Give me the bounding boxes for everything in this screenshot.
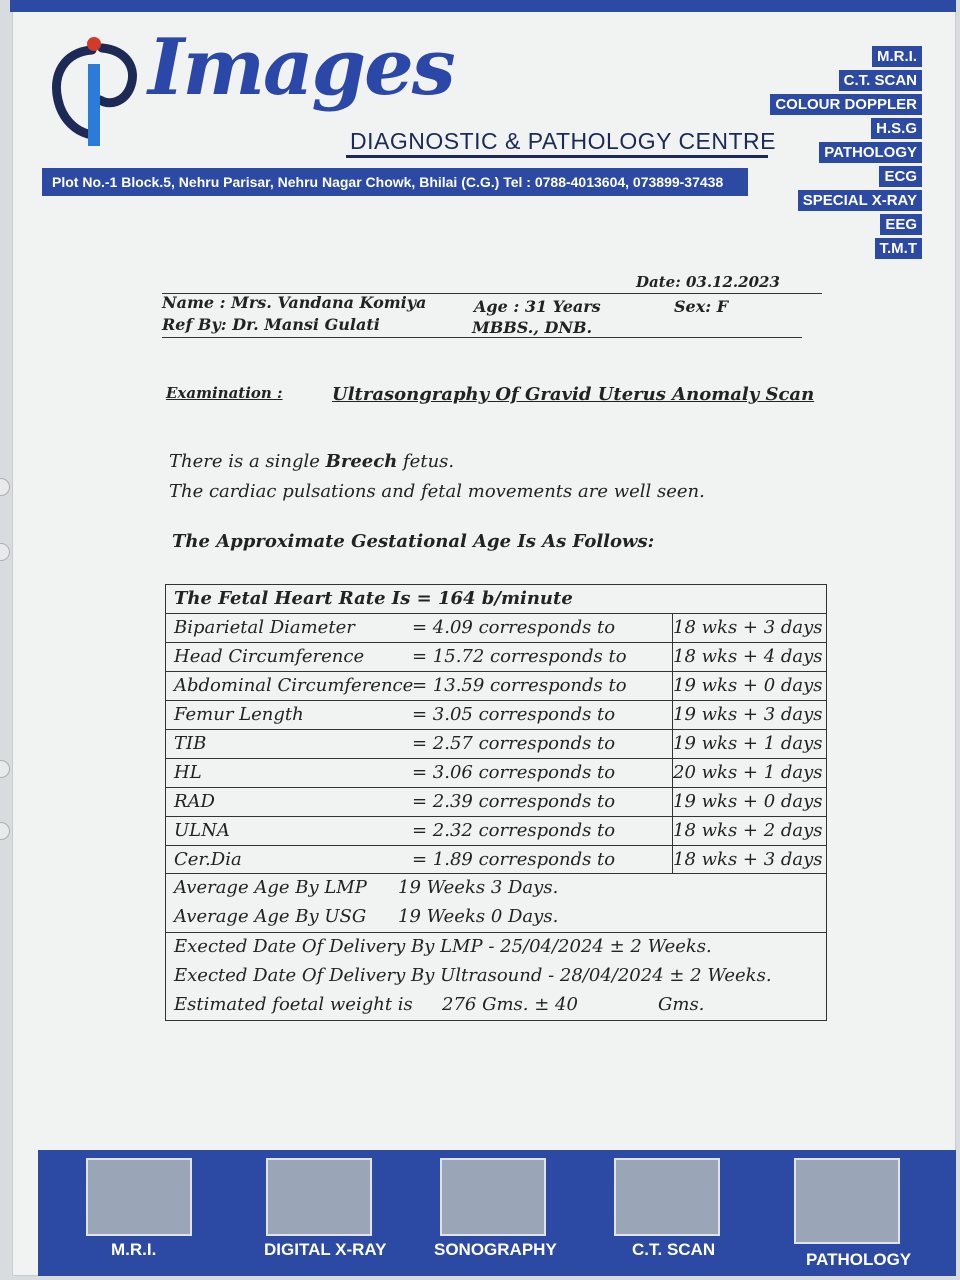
measurement-name: ULNA <box>174 820 230 841</box>
measurement-age: 18 wks + 2 days <box>672 817 819 845</box>
service-mri: M.R.I. <box>872 46 922 67</box>
avg-lmp-value: 19 Weeks 3 Days. <box>398 877 559 898</box>
referring-doctor: Ref By: Dr. Mansi Gulati <box>162 315 380 334</box>
finding-line-1 <box>169 451 454 472</box>
address-bar: Plot No.-1 Block.5, Nehru Parisar, Nehru Nagar Chowk, Bhilai (C.G.) Tel : 0788-4013604, 073899-37438 <box>42 168 748 196</box>
average-age-block <box>166 874 826 933</box>
finding-presentation: Breech <box>325 451 398 472</box>
top-color-band <box>10 0 956 12</box>
avg-usg-value: 19 Weeks 0 Days. <box>398 906 559 927</box>
measurement-name: HL <box>174 762 202 783</box>
measurement-value: = 2.32 corresponds to <box>412 820 616 841</box>
edd-ultrasound: Exected Date Of Delivery By Ultrasound - 28/04/2024 ± 2 Weeks. <box>174 965 772 986</box>
avg-usg-label: Average Age By USG <box>174 906 367 927</box>
footer-label-mri: M.R.I. <box>111 1240 157 1259</box>
measurement-age: 18 wks + 3 days <box>672 846 819 874</box>
mri-photo <box>86 1158 192 1236</box>
measurement-value: = 4.09 corresponds to <box>412 617 616 638</box>
heart-rate-row <box>166 585 826 614</box>
measurement-age: 18 wks + 4 days <box>672 643 819 671</box>
measurement-value: = 13.59 corresponds to <box>412 675 627 696</box>
ct-scan-photo <box>614 1158 720 1236</box>
table-row <box>166 730 826 759</box>
finding-text: There is a single <box>169 451 326 472</box>
header-rule-bottom <box>162 337 802 338</box>
table-row <box>166 701 826 730</box>
measurement-name: Head Circumference <box>174 646 365 667</box>
efw-label: Estimated foetal weight is <box>174 994 413 1015</box>
measurement-value: = 1.89 corresponds to <box>412 849 616 870</box>
logo-icon <box>44 30 144 150</box>
edd-lmp: Exected Date Of Delivery By LMP - 25/04/2024 ± 2 Weeks. <box>174 936 712 957</box>
measurement-value: = 2.39 corresponds to <box>412 791 616 812</box>
measurement-age: 19 wks + 1 days <box>672 730 819 758</box>
measurement-age: 20 wks + 1 days <box>672 759 819 787</box>
service-ecg: ECG <box>879 166 922 187</box>
measurement-name: RAD <box>174 791 215 812</box>
table-row <box>166 817 826 846</box>
gestational-heading: The Approximate Gestational Age Is As Follows: <box>172 531 655 552</box>
brand-name: Images <box>148 22 454 113</box>
measurement-name: Biparietal Diameter <box>174 617 355 638</box>
footer-label-pathology: PATHOLOGY <box>806 1250 912 1269</box>
service-colour-doppler: COLOUR DOPPLER <box>770 94 922 115</box>
patient-age: Age : 31 Years <box>474 297 601 316</box>
table-row <box>166 614 826 643</box>
measurement-age: 19 wks + 3 days <box>672 701 819 729</box>
brand-subtitle: DIAGNOSTIC & PATHOLOGY CENTRE <box>350 128 777 154</box>
edd-lmp-line <box>166 933 826 962</box>
heart-rate-text: The Fetal Heart Rate Is = 164 b/minute <box>174 588 573 609</box>
pathology-photo <box>794 1158 900 1244</box>
avg-lmp-line <box>166 874 826 903</box>
table-row <box>166 643 826 672</box>
avg-usg-line <box>166 903 826 932</box>
service-pathology: PATHOLOGY <box>819 142 922 163</box>
measurement-value: = 3.06 corresponds to <box>412 762 616 783</box>
sonography-photo <box>440 1158 546 1236</box>
table-row <box>166 788 826 817</box>
patient-name: Name : Mrs. Vandana Komiya <box>162 293 427 312</box>
measurement-value: = 2.57 corresponds to <box>412 733 616 754</box>
exam-label: Examination : <box>166 384 283 402</box>
measurement-name: Cer.Dia <box>174 849 242 870</box>
service-hsg: H.S.G <box>871 118 922 139</box>
efw-line <box>166 991 826 1020</box>
service-special-xray: SPECIAL X-RAY <box>798 190 922 211</box>
footer-label-sonography: SONOGRAPHY <box>434 1240 557 1259</box>
service-ct-scan: C.T. SCAN <box>839 70 922 91</box>
finding-text-end: fetus. <box>397 451 455 472</box>
efw-unit: Gms. <box>658 994 705 1015</box>
service-tmt: T.M.T <box>875 238 923 259</box>
report-date: Date: 03.12.2023 <box>636 273 780 291</box>
edd-us-line <box>166 962 826 991</box>
measurement-age: 19 wks + 0 days <box>672 788 819 816</box>
doctor-qualification: MBBS., DNB. <box>472 318 593 337</box>
table-row <box>166 759 826 788</box>
xray-photo <box>266 1158 372 1236</box>
measurement-name: Abdominal Circumference <box>174 675 414 696</box>
footer-label-xray: DIGITAL X-RAY <box>264 1240 387 1259</box>
table-row <box>166 846 826 874</box>
efw-value: 276 Gms. ± 40 <box>442 994 578 1015</box>
measurement-name: TIB <box>174 733 207 754</box>
measurement-age: 18 wks + 3 days <box>672 614 819 642</box>
measurement-name: Femur Length <box>174 704 304 725</box>
subtitle-underline <box>346 155 768 158</box>
service-eeg: EEG <box>880 214 922 235</box>
services-list <box>770 46 922 262</box>
footer-label-ct: C.T. SCAN <box>632 1240 716 1259</box>
exam-title: Ultrasongraphy Of Gravid Uterus Anomaly Scan <box>332 384 815 405</box>
measurement-value: = 3.05 corresponds to <box>412 704 616 725</box>
avg-lmp-label: Average Age By LMP <box>174 877 367 898</box>
footer-band <box>38 1150 956 1276</box>
measurement-value: = 15.72 corresponds to <box>412 646 627 667</box>
delivery-block <box>166 933 826 1020</box>
measurements-table <box>165 584 827 1021</box>
patient-sex: Sex: F <box>674 297 729 316</box>
table-row <box>166 672 826 701</box>
finding-line-2: The cardiac pulsations and fetal movements are well seen. <box>169 481 705 502</box>
measurement-age: 19 wks + 0 days <box>672 672 819 700</box>
